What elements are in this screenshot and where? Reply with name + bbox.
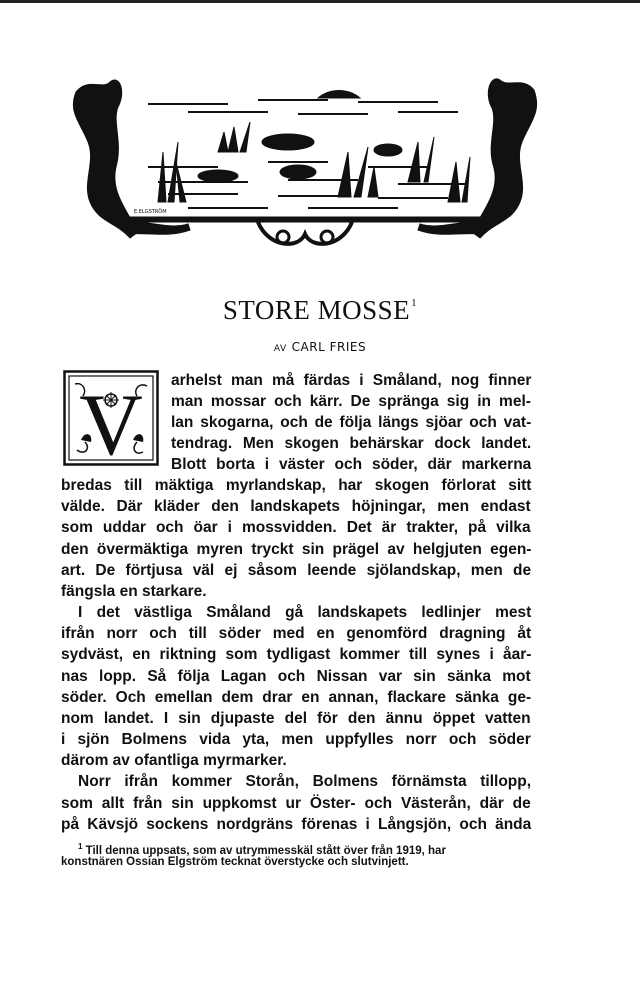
text-line: ifrån norr och till söder med en genomförd dragning åt <box>61 625 532 642</box>
drop-cap-letter: V <box>79 377 143 466</box>
footnote-text-1: Till denna uppsats, som av utrymmesskäl stått över från 1919, har <box>85 844 446 857</box>
text-line: i sjön Bolmens vida yta, men uppfylles norr och söder <box>61 731 531 748</box>
artist-signature: E.ELGSTRÖM <box>134 209 167 215</box>
text-line: som uddar och öar i mossvidden. Det är trakter, på vilka <box>61 519 531 536</box>
title-text: STORE MOSSE <box>222 295 411 325</box>
text-line: fängsla en starkare. <box>61 583 207 600</box>
text-line: bredas till mäktiga myrlandskap, har skogen förlorat sitt <box>61 477 532 494</box>
drop-cap-initial <box>63 370 159 466</box>
footnote-line-2: konstnären Ossian Elgström tecknat överstycke och slutvinjett. <box>61 856 409 868</box>
text-line: lan skogarna, och de följa längs sjöar och vat- <box>171 414 532 431</box>
text-line: Norr ifrån kommer Storån, Bolmens förnämsta tillopp, <box>78 773 532 790</box>
title-footnote-marker: 1 <box>411 297 418 309</box>
text-line: tendrag. Men skogen behärskar dock landet. <box>171 435 532 452</box>
text-line: I det västliga Småland gå landskapets ledlinjer mest <box>78 604 532 621</box>
text-line: art. De förtjusa väl ej såsom leende sjölandskap, men de <box>61 562 532 579</box>
text-line: Blott borta i väster och söder, där markerna <box>171 456 532 473</box>
text-line: därom av ofantliga myrmarker. <box>61 752 287 769</box>
text-line: den övermäktiga myren tryckt sin prägel av helgjuten egen- <box>61 541 532 558</box>
top-rule <box>0 0 640 3</box>
byline-prefix: AV <box>273 344 287 354</box>
byline <box>0 340 640 354</box>
text-line: man mossar och kärr. De spränga sig in mel- <box>171 393 531 410</box>
article-title <box>0 295 640 326</box>
marsh-headpiece-illustration <box>68 72 542 257</box>
footnote-marker: 1 <box>78 842 83 851</box>
text-line: på Kävsjö sockens nordgräns förenas i Långsjön, och ända <box>61 816 532 833</box>
text-line: nas lopp. Så följa Lagan och Nissan var sin sänka mot <box>61 668 531 685</box>
text-line: arhelst man må färdas i Småland, nog finner <box>171 372 532 389</box>
text-line: välde. Där kläder den landskapets höjningar, men endast <box>61 498 531 515</box>
text-line: nom landet. I sin djupaste del för den ännu öppet vatten <box>61 710 531 727</box>
text-line: som allt från sin uppkomst ur Öster- och Västerån, där de <box>61 795 531 812</box>
author-name: CARL FRIES <box>291 340 367 354</box>
text-line: sydväst, en riktning som tydligast kommer till synes i åar- <box>61 646 532 663</box>
text-line: söder. Och emellan dem drar en annan, flackare sänka ge- <box>61 689 532 706</box>
